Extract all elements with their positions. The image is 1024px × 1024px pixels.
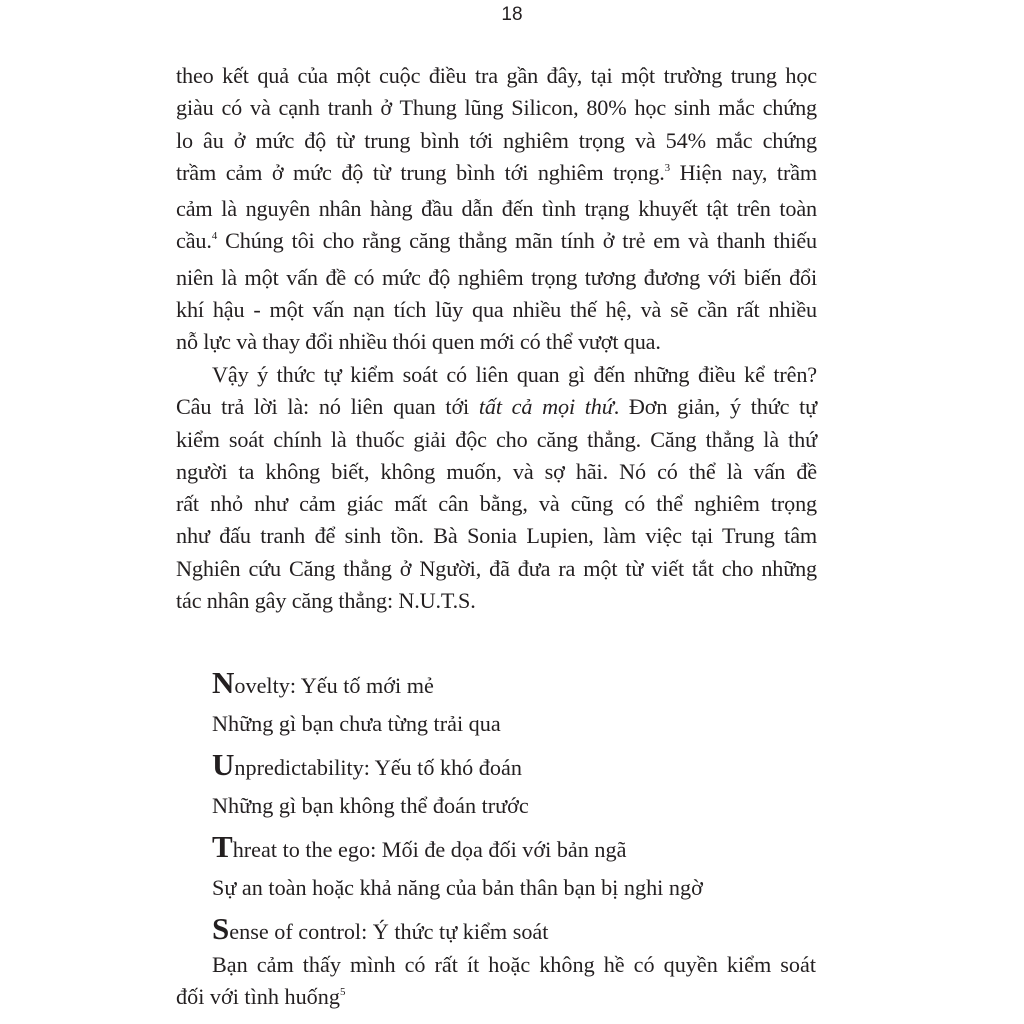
text-line: niên là một vấn đề có mức độ nghiêm trọng tương đương với biến đổi	[176, 264, 817, 290]
text-line: kiểm soát chính là thuốc giải độc cho căng thẳng. Căng thẳng là thứ	[176, 426, 817, 452]
text-line: người ta không biết, không muốn, và sợ hãi. Nó có thể là vấn đề	[176, 458, 817, 484]
footnote-marker: 5	[339, 986, 346, 999]
text-line: Vậy ý thức tự kiểm soát có liên quan gì đến những điều kể trên?	[212, 362, 817, 387]
nuts-term: npredictability: Yếu tố khó đoán	[234, 755, 522, 780]
text-line: giàu có và cạnh tranh ở Thung lũng Silicon, 80% học sinh mắc chứng	[176, 95, 817, 121]
body-paragraph-2	[176, 359, 817, 617]
nuts-item-threat-to-ego	[212, 826, 822, 867]
nuts-description: Những gì bạn chưa từng trải qua	[212, 711, 501, 736]
text-line	[176, 981, 822, 1017]
nuts-description	[176, 949, 822, 1018]
text-line: tác nhân gây căng thẳng: N.U.T.S.	[176, 588, 476, 614]
text-line: theo kết quả của một cuộc điều tra gần đây, tại một trường trung học	[176, 63, 817, 88]
text-segment: Chúng tôi cho rằng căng thẳng mãn tính ở trẻ em và thanh thiếu	[217, 228, 817, 254]
text-segment: Câu trả lời là: nó liên quan tới	[176, 394, 479, 420]
nuts-term: ovelty: Yếu tố mới mẻ	[234, 673, 434, 698]
nuts-description: Những gì bạn không thể đoán trước	[212, 793, 529, 818]
initial-letter: S	[212, 911, 230, 946]
text-line	[176, 225, 817, 261]
footnote-marker: 3	[664, 161, 670, 174]
nuts-item-sense-of-control	[212, 908, 822, 949]
text-line: như đấu tranh để sinh tồn. Bà Sonia Lupien, làm việc tại Trung tâm	[176, 523, 817, 549]
text-segment: trầm cảm ở mức độ từ trung bình tới nghiêm trọng.	[176, 159, 665, 185]
text-line: Bạn cảm thấy mình có rất ít hoặc không hề có quyền kiểm soát	[212, 952, 816, 977]
text-segment: đối với tình huống	[176, 984, 340, 1010]
nuts-list	[176, 662, 822, 1018]
text-line: nỗ lực và thay đổi nhiều thói quen mới có thể vượt qua.	[176, 329, 661, 355]
text-line	[176, 157, 817, 193]
nuts-item-novelty	[212, 662, 822, 703]
page-number: 18	[501, 4, 523, 25]
nuts-term: ense of control: Ý thức tự kiểm soát	[229, 919, 549, 944]
text-line: khí hậu - một vấn nạn tích lũy qua nhiều thế hệ, và sẽ cần rất nhiều	[176, 297, 817, 323]
initial-letter: N	[212, 665, 235, 700]
text-segment: Hiện nay, trầm	[669, 159, 817, 185]
nuts-item-unpredictability	[212, 744, 822, 785]
text-line	[176, 391, 817, 423]
initial-letter: U	[212, 747, 235, 782]
text-line: Nghiên cứu Căng thẳng ở Người, đã đưa ra một từ viết tắt cho những	[176, 555, 817, 581]
nuts-description: Sự an toàn hoặc khả năng của bản thân bạn bị nghi ngờ	[212, 875, 703, 900]
nuts-term: hreat to the ego: Mối đe dọa đối với bản ngã	[232, 837, 627, 862]
footnote-marker: 4	[211, 230, 218, 243]
emphasis-text: tất cả mọi thứ	[478, 394, 614, 420]
text-line: cảm là nguyên nhân hàng đầu dẫn đến tình trạng khuyết tật trên toàn	[176, 196, 817, 222]
text-line: lo âu ở mức độ từ trung bình tới nghiêm trọng và 54% mắc chứng	[176, 127, 817, 153]
text-segment: cầu.	[176, 228, 212, 254]
text-line: rất nhỏ như cảm giác mất cân bằng, và cũng có thể nghiêm trọng	[176, 491, 817, 517]
body-paragraph-1	[176, 60, 817, 359]
initial-letter: T	[212, 829, 233, 864]
text-segment: . Đơn giản, ý thức tự	[613, 394, 817, 420]
